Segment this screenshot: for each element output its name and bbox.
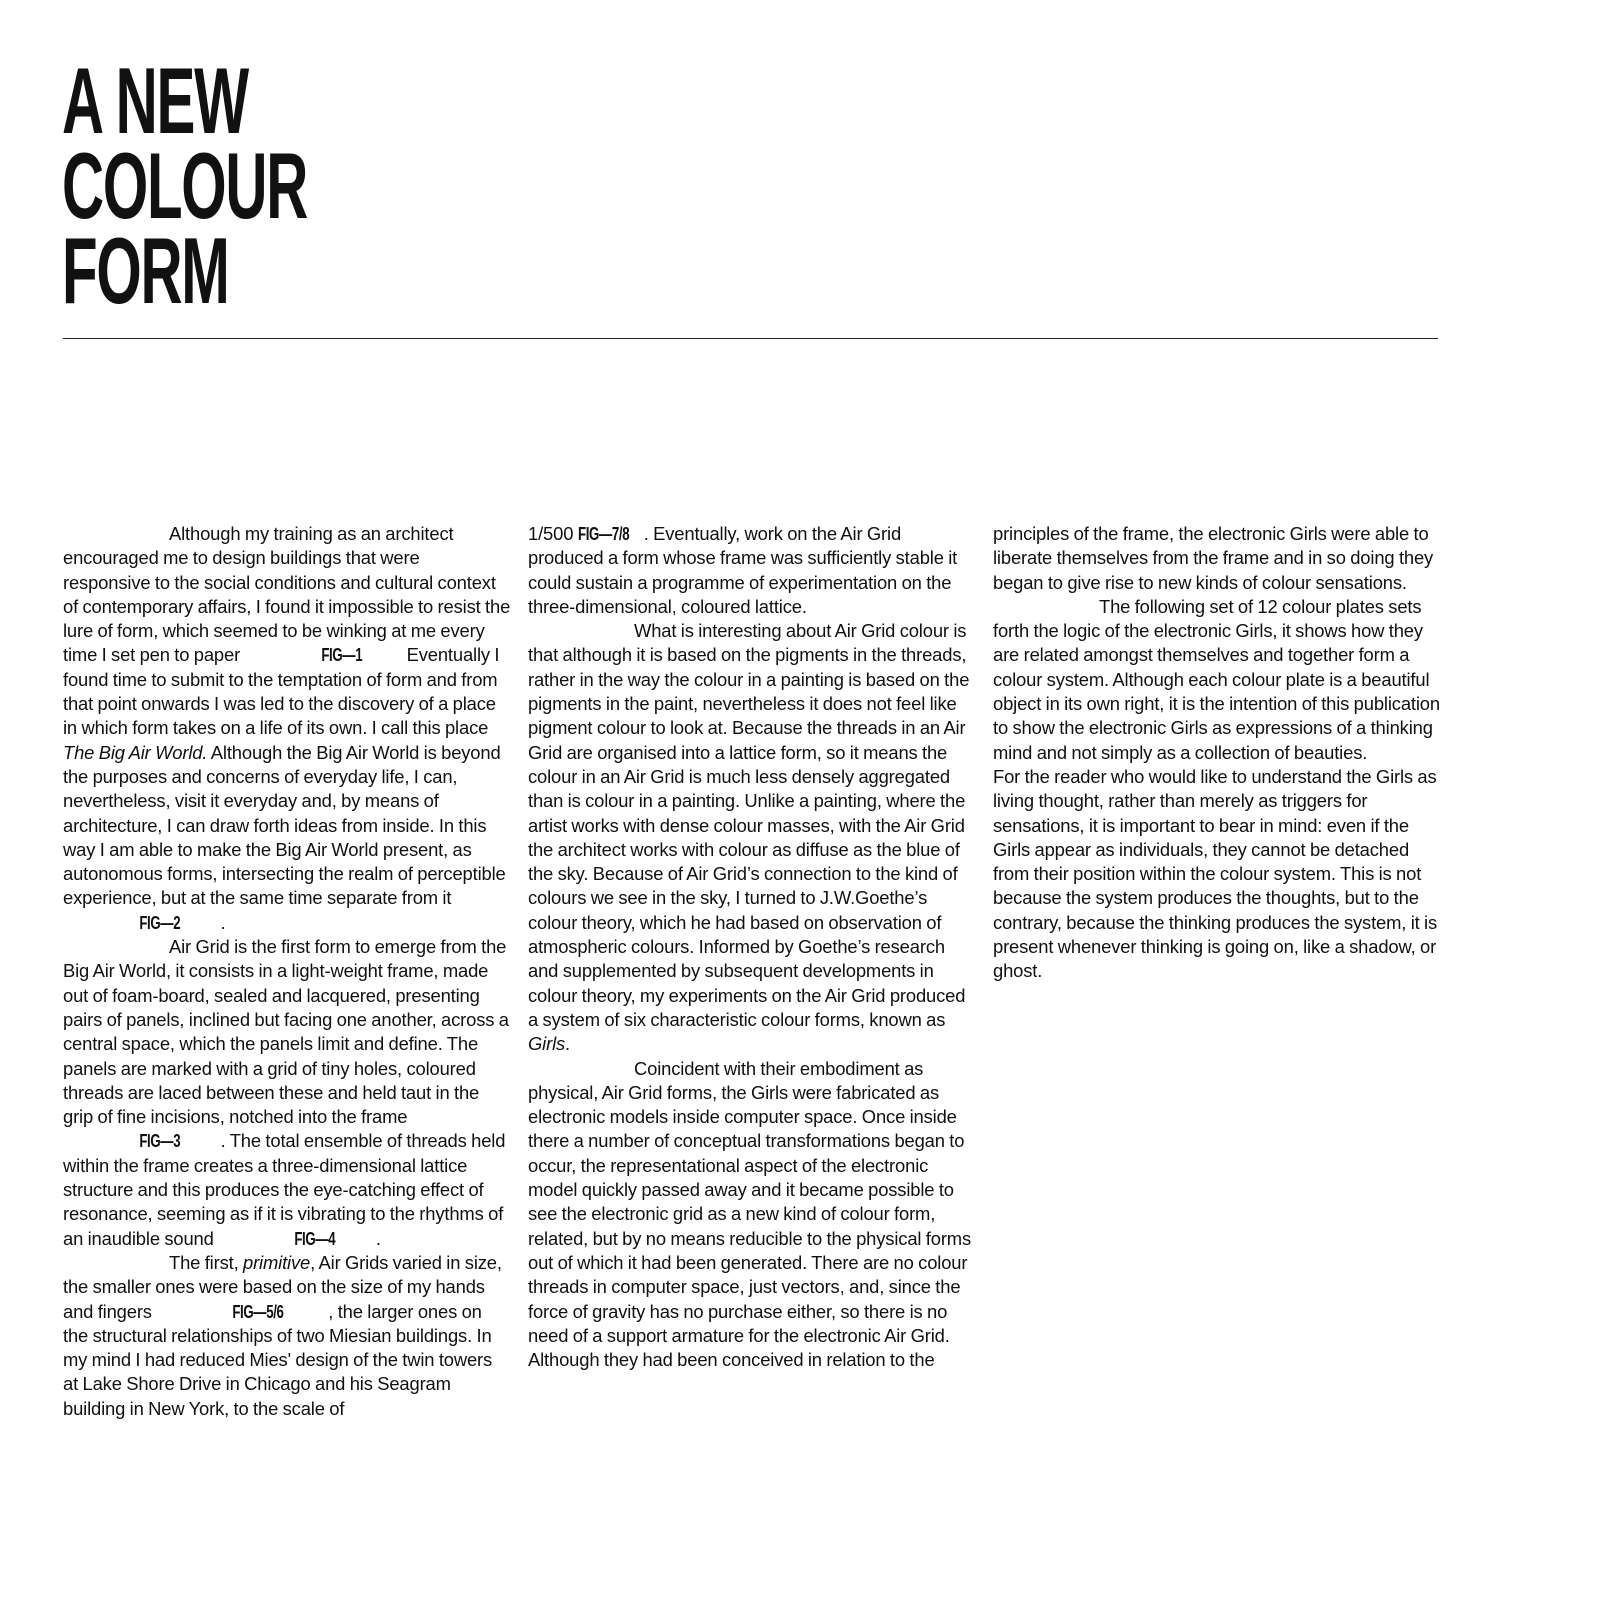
- text-run: .: [375, 1227, 381, 1249]
- text-run: Although my training as an architect encouraged me to design buildings that were responsive to the social conditions and cultural context of contemporary affairs, I found it impossible to resist the lure of form, which seemed to be winking at me every time I set pen to paper: [63, 523, 511, 666]
- page-title: [62, 48, 308, 323]
- italic-text: Girls: [528, 1033, 566, 1055]
- figure-reference: FIG—4: [294, 1227, 336, 1249]
- figure-reference: FIG—5/6: [232, 1300, 284, 1322]
- paragraph: The following set of 12 colour plates sets forth the logic of the electronic Girls, it shows how they are related amongst themselves and together form a colour system. Although each colour plate is a beautiful object in its own right, it is the intention of this publication to show the electronic Girls as expressions of a thinking mind and not simply as a collection of beauties.: [993, 595, 1440, 763]
- italic-text: The Big Air World.: [63, 741, 208, 763]
- paragraph: [63, 935, 511, 1251]
- text-run: , the larger ones on the structural relationships of two Miesian buildings. In my mind I had reduced Mies' design of the twin towers at Lake Shore Drive in Chicago and his Seagram building in New York, to the scale of: [63, 1300, 493, 1419]
- paragraph: [63, 1251, 511, 1421]
- text-run: .: [220, 911, 226, 933]
- text-run: The first,: [169, 1251, 243, 1273]
- figure-reference: FIG—1: [320, 644, 362, 666]
- text-run: . The total ensemble of threads held within the frame creates a three-dimensional lattice structure and this produces the eye-catching effect of resonance, seeming as if it is vibrating to the rhythms of an inaudible sound: [63, 1130, 506, 1249]
- paragraph: For the reader who would like to understand the Girls as living thought, rather than merely as triggers for sensations, it is important to bear in mind: even if the Girls appear as individuals, they cannot be detached from their position within the colour system. This is not because the system produces the thoughts, but to the contrary, because the thinking produces the system, it is present whenever thinking is going on, like a shadow, or ghost.: [993, 765, 1438, 982]
- paragraph: [63, 522, 511, 935]
- text-run: Although the Big Air World is beyond the purposes and concerns of everyday life, I can, nevertheless, visit it everyday and, by means of architecture, I can draw forth ideas from inside. In this way I am able to make the Big Air World present, as autonomous forms, intersecting the realm of perceptible experience, but at the same time separate from it: [63, 741, 506, 909]
- paragraph: [528, 619, 976, 1056]
- text-run: What is interesting about Air Grid colour is that although it is based on the pigments in the threads, rather in the way the colour in a painting is based on the pigments in the paint, nevertheless it does not feel like pigment colour to look at. Because the threads in an Air Grid are organised into a lattice form, so it means the colour in an Air Grid is much less densely aggregated than is colour in a painting. Unlike a painting, where the artist works with dense colour masses, with the Air Grid the architect works with colour as diffuse as the blue of the sky. Because of Air Grid’s connection to the kind of colours we see in the sky, I turned to J.W.Goethe’s colour theory, which he had based on observation of atmospheric colours. Informed by Goethe’s research and supplemented by subsequent developments in colour theory, my experiments on the Air Grid produced a system of six characteristic colour forms, known as: [528, 620, 970, 1030]
- title-line-3: FORM: [62, 218, 229, 323]
- italic-text: primitive: [243, 1251, 311, 1273]
- text-run: , Air Grids varied in size, the smaller ones were based on the size of my hands and fingers: [63, 1251, 502, 1322]
- text-run: . Eventually, work on the Air Grid produced a form whose frame was sufficiently stable it could sustain a programme of experimentation on the three-dimensional, coloured lattice.: [528, 523, 958, 617]
- title-line-2: COLOUR: [62, 133, 308, 238]
- paragraph: [528, 522, 976, 619]
- text-column-2: [528, 522, 976, 1372]
- text-run: .: [565, 1033, 571, 1055]
- figure-reference: FIG—2: [139, 911, 181, 933]
- paragraph: principles of the frame, the electronic Girls were able to liberate themselves from the frame and in so doing they began to give rise to new kinds of colour sensations.: [993, 523, 1434, 593]
- figure-reference: FIG—3: [139, 1130, 181, 1152]
- text-run: Air Grid is the first form to emerge from the Big Air World, it consists in a light-weight frame, made out of foam-board, sealed and lacquered, presenting pairs of panels, inclined but facing one another, across a central space, which the panels limit and define. The panels are marked with a grid of tiny holes, coloured threads are laced between these and held taut in the grip of fine incisions, notched into the frame: [63, 936, 509, 1128]
- paragraph: Coincident with their embodiment as physical, Air Grid forms, the Girls were fabricated as electronic models inside computer space. Once inside there a number of conceptual transformations began to occur, the representational aspect of the electronic model quickly passed away and it became possible to see the electronic grid as a new kind of colour form, related, but by no means reducible to the physical forms out of which it had been generated. There are no colour threads in computer space, just vectors, and, since the force of gravity has no purchase either, so there is no need of a support armature for the electronic Air Grid. Although they had been conceived in relation to the: [528, 1057, 972, 1371]
- text-column-1: [63, 522, 511, 1421]
- text-run: 1/500: [528, 523, 578, 544]
- text-run: Eventually I found time to submit to the temptation of form and from that point onwards I was led to the discovery of a place in which form takes on a life of its own. I call this place: [63, 644, 500, 739]
- title-line-1: A NEW: [62, 48, 248, 153]
- text-column-3: [993, 522, 1441, 984]
- figure-reference: FIG—7/8: [577, 523, 629, 544]
- title-divider: [63, 338, 1438, 339]
